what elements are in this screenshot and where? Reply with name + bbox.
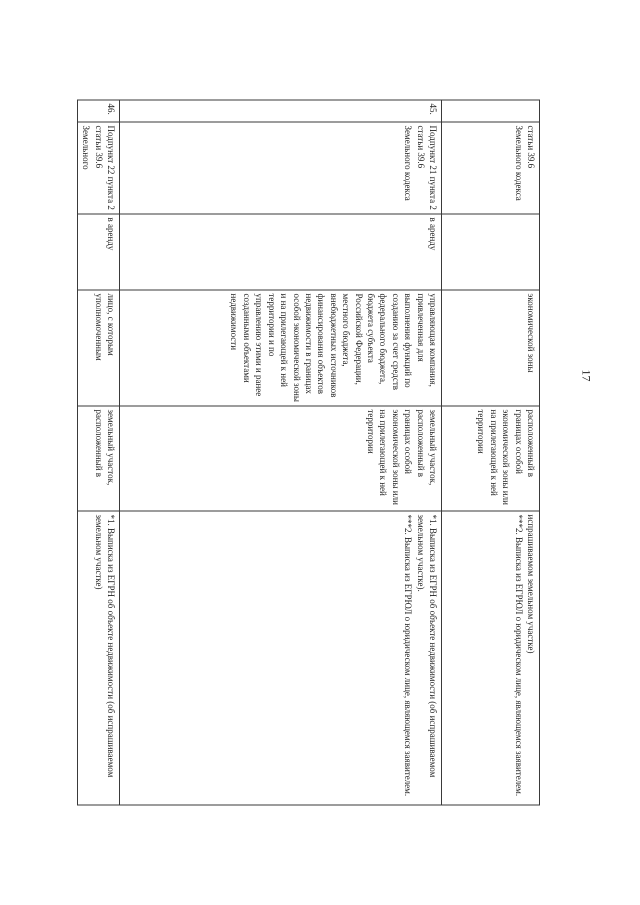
right-type: в аренду [77,214,119,290]
required-documents: испрашиваемом земельном участке) ***2. Выписка из ЕГРЮЛ о юридическом лице, являющемся заявителем. [442,511,540,805]
row-number: 46. [77,100,119,122]
legal-basis: Подпункт 21 пункта 2 статьи 39.6 Земельного кодекса [120,122,442,214]
row-number [442,100,540,122]
legal-basis: статьи 39.6 Земельного кодекса [442,122,540,214]
applicant: экономической зоны [442,290,540,406]
land-object: земельный участок, расположенный в границах особой экономической зоны или на прилегающей к ней территории [120,406,442,511]
page-number: 17 [579,369,594,382]
services-table [77,100,540,806]
required-documents: *1. Выписка из ЕГРН об объекте недвижимости (об испрашиваемом земельном участке) [77,511,119,805]
table-row [120,100,442,805]
right-type [442,214,540,290]
row-number: 45. [120,100,442,122]
rotated-page-content [81,100,540,805]
right-type: в аренду [120,214,442,290]
table-row [442,100,540,805]
applicant: управляющая компания, привлеченная для выполнения функций по созданию за счет средств федерального бюджета, бюджета субъекта Российской Федерации, местного бюджета, внебюджетных источников финансирования объектов недвижимости в границах особой экономической зоны и на прилегающей к ней территории и по управлению этими и ранее созданными объектами недвижимости [120,290,442,406]
land-object: расположенный в границах особой экономической зоны или на прилегающей к ней территории [442,406,540,511]
applicant: лицо, с которым уполномоченным [77,290,119,406]
legal-basis: Подпункт 22 пункта 2 статьи 39.6 Земельного [77,122,119,214]
land-object: земельный участок, расположенный в [77,406,119,511]
table-row [77,100,119,805]
required-documents: *1. Выписка из ЕГРН об объекте недвижимости (об испрашиваемом земельном участке). ***2. Выписка из ЕГРЮЛ о юридическом лице, являющемся заявителем. [120,511,442,805]
